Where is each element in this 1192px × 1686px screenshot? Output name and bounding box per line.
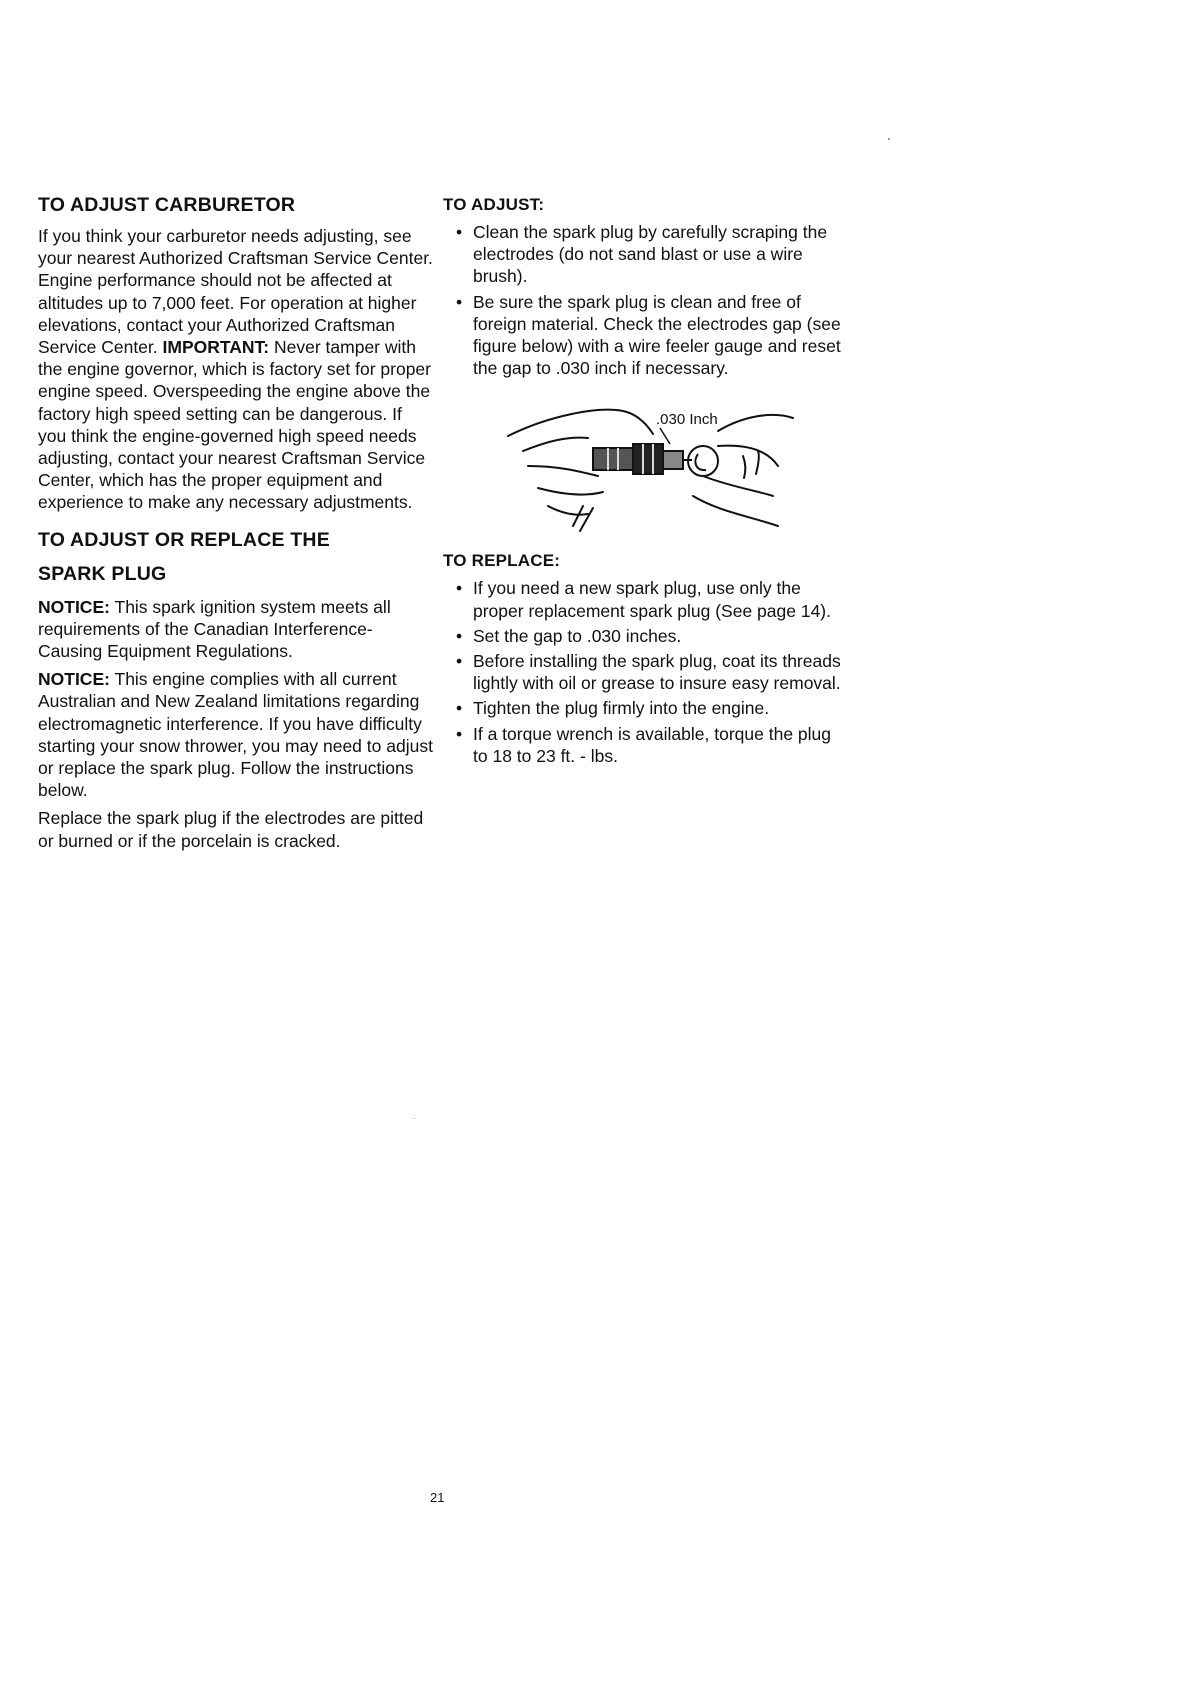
list-item: [443, 697, 843, 719]
replace-paragraph: Replace the spark plug if the electrodes are pitted or burned or if the porcelain is cracked.: [38, 808, 424, 851]
list-item: [443, 723, 843, 767]
list-item-text: Set the gap to .030 inches.: [473, 625, 682, 646]
list-item: [443, 625, 843, 647]
spark-plug-heading-line-1: TO ADJUST OR REPLACE THE: [38, 528, 330, 551]
left-hand-thumb: [573, 506, 593, 531]
notice-text: This engine complies with all current Australian and New Zealand limitations regarding electromagnetic interference. If you have difficulty starting your snow thrower, you may need to adjust or replace the spark plug. Follow the instructions below.: [38, 669, 433, 801]
replace-list: [443, 577, 843, 767]
left-hand-fingers: [523, 438, 603, 515]
notice-canadian: [38, 596, 433, 663]
spark-plug-heading-line-2: SPARK PLUG: [38, 562, 167, 585]
list-item-text: Tighten the plug firmly into the engine.: [473, 698, 770, 719]
list-item: [443, 577, 843, 621]
gap-label: .030 Inch: [656, 411, 718, 429]
bullet: •: [456, 698, 463, 719]
bullet: •: [456, 625, 463, 646]
scan-speck: [888, 138, 890, 140]
notice-australian: [38, 668, 433, 801]
list-item-text: Before installing the spark plug, coat its threads lightly with oil or grease to insure easy removal.: [473, 651, 841, 694]
bullet: •: [456, 578, 463, 599]
bullet: •: [456, 723, 463, 744]
list-item: [443, 291, 843, 380]
notice-label: NOTICE:: [38, 596, 110, 617]
gap-leader-line: [660, 428, 670, 444]
right-hand-fingers: [693, 476, 778, 526]
spark-plug: [593, 444, 718, 476]
list-item: [443, 221, 843, 288]
bullet: •: [456, 651, 463, 672]
list-item: [443, 650, 843, 694]
right-column: [443, 193, 843, 770]
spark-plug-gap-figure: [488, 396, 808, 536]
right-hand-outline: [718, 415, 793, 466]
left-column: [38, 193, 433, 855]
carburetor-paragraph: [38, 225, 433, 514]
bullet: •: [456, 291, 463, 312]
notice-label: NOTICE:: [38, 669, 110, 690]
notice-text: This spark ignition system meets all requirements of the Canadian Interference-Causing Equipment Regulations.: [38, 596, 391, 662]
adjust-list: [443, 221, 843, 379]
list-item-text: Clean the spark plug by carefully scraping the electrodes (do not sand blast or use a wire brush).: [473, 222, 828, 287]
list-item-text: If a torque wrench is available, torque the plug to 18 to 23 ft. - lbs.: [473, 723, 831, 766]
bullet: •: [456, 222, 463, 242]
carburetor-text: If you think your carburetor needs adjusting, see your nearest Authorized Craftsman Service Center. Engine performance should not be affected at altitudes up to 7,000 feet. For operation at higher elevations, contact your Authorized Craftsman Service Center.: [38, 226, 433, 358]
list-item-text: If you need a new spark plug, use only the proper replacement spark plug (See page 14).: [473, 578, 831, 621]
page-number: 21: [430, 1490, 445, 1505]
important-label: IMPORTANT:: [162, 337, 270, 358]
right-hand-lines: [743, 451, 759, 478]
scan-speck: [414, 1118, 415, 1119]
to-adjust-heading: TO ADJUST:: [443, 195, 545, 214]
left-hand-outline: [508, 410, 653, 436]
to-replace-heading: TO REPLACE:: [443, 551, 561, 571]
list-item-text: Be sure the spark plug is clean and free of foreign material. Check the electrodes gap (see figure below) with a wire feeler gauge and reset the gap to .030 inch if necessary.: [473, 291, 841, 379]
carburetor-heading: TO ADJUST CARBURETOR: [38, 194, 296, 216]
important-text: Never tamper with the engine governor, which is factory set for proper engine speed. Overspeeding the engine above the factory high speed setting can be dangerous. If you think the engine-governed high speed needs adjusting, contact your nearest Craftsman Service Center, which has the proper equipment and experience to make any necessary adjustments.: [38, 337, 431, 513]
